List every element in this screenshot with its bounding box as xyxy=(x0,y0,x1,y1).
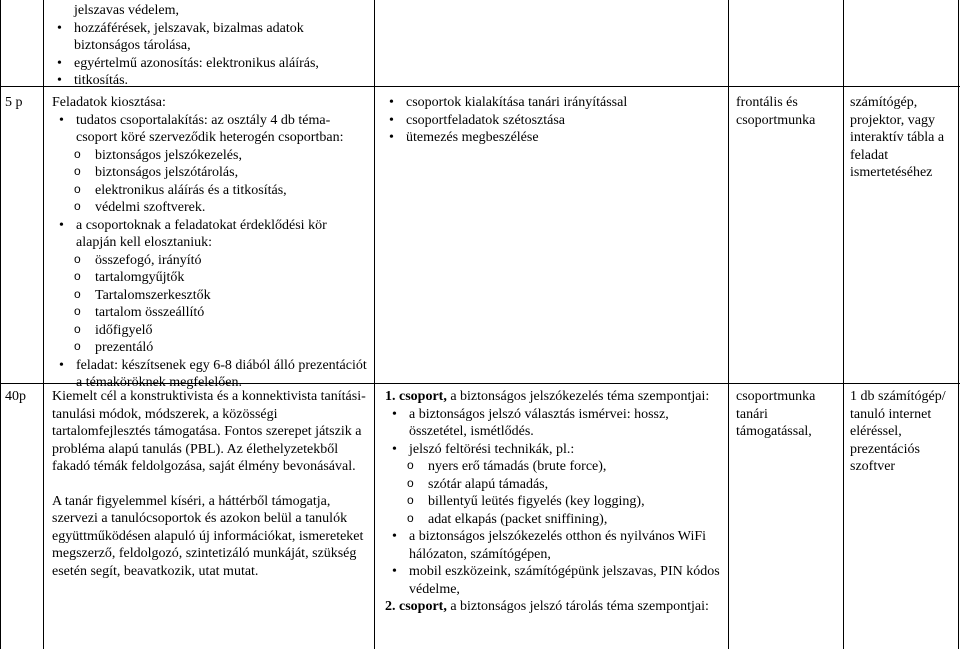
row2-form-cell xyxy=(736,388,840,441)
tools: 1 db számítógép/ tanuló internet eléréssel, prezentációs szoftver xyxy=(850,389,946,474)
paragraph: A tanár figyelemmel kíséri, a háttérből támogatja, szervezi a tanulócsoportok és azokon belül a tanulók együttműködésen alapuló új információkat, ismereteket megszerző, feldolgozó, szintetizáló munkáját, szükség esetén segít, beavatkozik, utat mutat. xyxy=(52,493,364,579)
sub-list-item: o Tartalomszerkesztők xyxy=(52,287,370,305)
list-item: • csoportok kialakítása tanári irányítással xyxy=(382,94,724,112)
group-number: 2. csoport, xyxy=(385,599,447,614)
sub-list-item: o prezentáló xyxy=(52,339,370,357)
row2-time-cell xyxy=(5,388,41,406)
group-heading xyxy=(385,388,723,406)
column-divider xyxy=(374,0,375,649)
sub-list-item: o tartalomgyűjtők xyxy=(52,269,370,287)
list-item: • egyértelmű azonosítás: elektronikus aláírás, xyxy=(50,55,370,73)
column-divider xyxy=(728,0,729,649)
row1-time-cell xyxy=(5,94,41,112)
sub-list-item: o billentyű leütés figyelés (key logging), xyxy=(385,493,723,511)
table-border-left xyxy=(0,0,1,649)
group-heading xyxy=(385,598,723,616)
work-form: csoportmunka tanári támogatással, xyxy=(736,389,816,439)
list-item: • hozzáférések, jelszavak, bizalmas adatok biztonságos tárolása, xyxy=(50,20,370,55)
sub-list-item: o biztonságos jelszókezelés, xyxy=(52,147,370,165)
list-item xyxy=(385,441,723,529)
list-item: • titkosítás. xyxy=(50,72,370,90)
paragraph: Kiemelt cél a konstruktivista és a konnektivista tanítási-tanulási módok, módszerek, a közösségi tartalomfejlesztés támogatása. Fontos szerepet játszik a probléma alapú tanulás (PBL). Az élethelyzetekből fakadó témák feldolgozása, saját élmény bevonásával. xyxy=(52,389,366,474)
sub-list-item: o időfigyelő xyxy=(52,322,370,340)
list-item: • a biztonságos jelszókezelés otthon és nyilvános WiFi hálózaton, számítógépen, xyxy=(385,528,723,563)
list-item: • mobil eszközeink, számítógépünk jelszavas, PIN kódos védelme, xyxy=(385,563,723,598)
row2-description-cell xyxy=(52,388,370,580)
sub-list-item: o szótár alapú támadás, xyxy=(385,476,723,494)
row1-form-cell xyxy=(736,94,840,129)
list-item-text: a csoportoknak a feladatokat érdeklődési kör alapján kell elosztaniuk: xyxy=(76,217,327,250)
group-number: 1. csoport, xyxy=(385,389,447,404)
work-form: frontális és csoportmunka xyxy=(736,95,816,128)
sub-list-item: o tartalom összeállító xyxy=(52,304,370,322)
list-item xyxy=(52,112,370,217)
list-item: • ütemezés megbeszélése xyxy=(382,129,724,147)
list-item: • feladat: készítsenek egy 6-8 diából álló prezentációt a témaköröknek megfelelően. xyxy=(52,357,370,392)
sub-list-item: o nyers erő támadás (brute force), xyxy=(385,458,723,476)
list-item: • csoportfeladatok szétosztása xyxy=(382,112,724,130)
column-divider xyxy=(43,0,44,649)
sub-list-item: o biztonságos jelszótárolás, xyxy=(52,164,370,182)
list-item-text: jelszó feltörési technikák, pl.: xyxy=(409,441,575,457)
group-heading-text: a biztonságos jelszó tárolás téma szempontjai: xyxy=(446,599,709,614)
sub-list-item: o elektronikus aláírás és a titkosítás, xyxy=(52,182,370,200)
sub-list-item: o védelmi szoftverek. xyxy=(52,199,370,217)
group-heading-text: a biztonságos jelszókezelés téma szempontjai: xyxy=(446,389,710,404)
section-intro: Feladatok kiosztása: xyxy=(52,95,166,110)
sub-list-item: o adat elkapás (packet sniffining), xyxy=(385,511,723,529)
table-border-right xyxy=(958,0,959,649)
row1-tools-cell xyxy=(850,94,956,182)
list-item: jelszavas védelem, xyxy=(74,3,179,18)
row1-activity-cell xyxy=(382,94,724,147)
row2-tools-cell xyxy=(850,388,956,476)
column-divider xyxy=(843,0,844,649)
time-label: 5 p xyxy=(5,95,23,110)
list-item-text: tudatos csoportalakítás: az osztály 4 db téma-csoport köré szerveződik heterogén csoportban: xyxy=(76,112,344,145)
list-item: • a biztonságos jelszó választás ismérvei: hossz, összetétel, ismétlődés. xyxy=(385,406,723,441)
row2-activity-cell xyxy=(385,388,723,616)
time-label: 40p xyxy=(5,389,26,404)
row1-description-cell xyxy=(52,94,370,392)
sub-list-item: o összefogó, irányító xyxy=(52,252,370,270)
row0-description-cell xyxy=(50,2,370,90)
list-item xyxy=(52,217,370,357)
tools: számítógép, projektor, vagy interaktív tábla a feladat ismertetéséhez xyxy=(850,95,945,180)
